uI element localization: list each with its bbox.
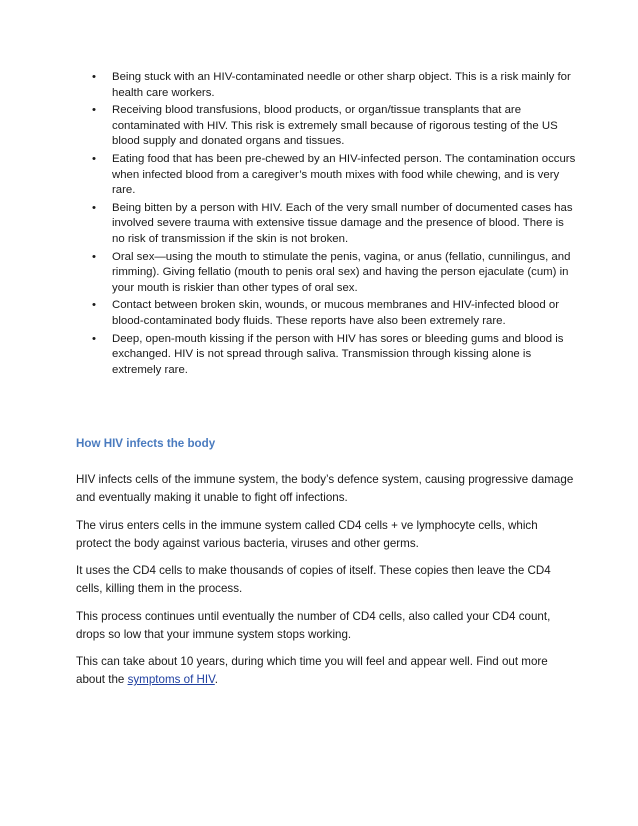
paragraph: The virus enters cells in the immune system called CD4 cells + ve lymphocyte cells, which protect the body against various bacteria, viruses and other germs.	[76, 519, 538, 550]
bullet-icon: •	[92, 201, 96, 214]
symptoms-of-hiv-link[interactable]: symptoms of HIV	[127, 673, 215, 686]
paragraph: HIV infects cells of the immune system, the body’s defence system, causing progressive damage and eventually making it unable to fight off infections.	[76, 473, 574, 504]
list-item	[0, 298, 638, 329]
list-item	[0, 152, 638, 199]
list-item	[0, 250, 638, 297]
list-item-text: Oral sex—using the mouth to stimulate the penis, vagina, or anus (fellatio, cunnilingus, and rimming). Giving fellatio (mouth to penis oral sex) and having the person ejaculate (cum) in your mouth is riskier than other types of oral sex.	[112, 250, 571, 294]
list-item	[0, 201, 638, 248]
list-item-text: Contact between broken skin, wounds, or mucous membranes and HIV-infected blood or blood-contaminated body fluids. These reports have also been extremely rare.	[112, 299, 560, 327]
paragraph-suffix: .	[214, 673, 219, 686]
list-item-text: Eating food that has been pre-chewed by an HIV-infected person. The contamination occurs when infected blood from a caregiver’s mouth mixes with food while chewing, and is very rare.	[112, 152, 576, 197]
bullet-icon: •	[92, 71, 96, 83]
bullet-icon: •	[92, 152, 96, 165]
bullet-icon: •	[92, 299, 96, 312]
paragraph: It uses the CD4 cells to make thousands of copies of itself. These copies then leave the CD4 cells, killing them in the process.	[76, 564, 551, 595]
bullet-icon: •	[92, 104, 96, 117]
bullet-icon: •	[92, 332, 96, 345]
list-item	[0, 332, 638, 379]
list-item-text: Being stuck with an HIV-contaminated needle or other sharp object. This is a risk mainly for health care workers.	[112, 71, 571, 99]
paragraph-text: This can take about 10 years, during which time you will feel and appear well. Find out more about the	[76, 655, 548, 686]
list-item	[0, 70, 638, 101]
bullet-icon: •	[92, 250, 96, 263]
paragraph: This process continues until eventually the number of CD4 cells, also called your CD4 count, drops so low that your immune system stops working.	[76, 610, 551, 641]
paragraph-last	[76, 653, 576, 689]
list-item-text: Receiving blood transfusions, blood products, or organ/tissue transplants that are contaminated with HIV. This risk is extremely small because of rigorous testing of the US blood supply and donated organs and tissues.	[112, 104, 558, 148]
list-item	[0, 103, 638, 150]
list-item-text: Deep, open-mouth kissing if the person with HIV has sores or bleeding gums and blood is exchanged. HIV is not spread through saliva. Transmission through kissing alone is extremely rare.	[112, 332, 564, 376]
list-item-text: Being bitten by a person with HIV. Each of the very small number of documented cases has involved severe trauma with extensive tissue damage and the presence of blood. There is no risk of transmission if the skin is not broken.	[112, 201, 573, 245]
section-heading: How HIV infects the body	[76, 437, 216, 450]
transmission-bullet-list	[0, 70, 638, 380]
